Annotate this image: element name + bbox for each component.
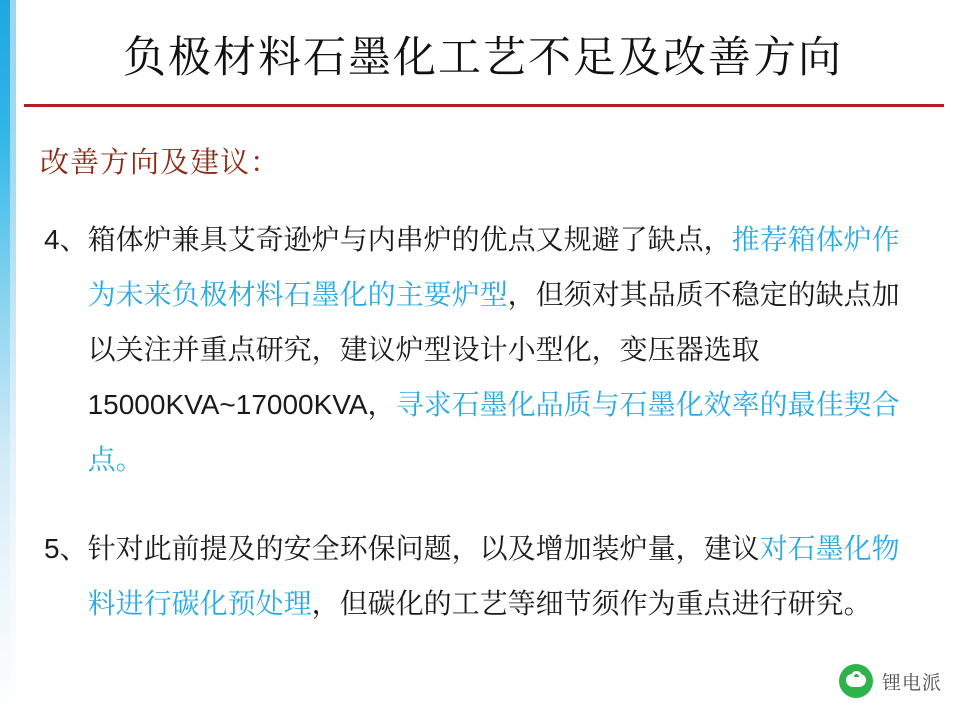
list-item-marker: 4、 [44,224,88,255]
list-item-text [88,521,924,631]
text-run: ，但碳化的工艺等细节须作为重点进行研究。 [311,588,872,619]
list-item-marker: 5、 [44,533,88,564]
list-item [44,521,924,631]
text-run-highlight: 推荐箱体炉作为未来负极材料石墨化的主要炉型 [87,224,900,310]
body-content [44,212,924,631]
text-run-highlight: 对石墨化物料进行碳化预处理 [87,533,900,619]
decorative-left-gradient-bar [0,0,16,720]
title-underline-rule [24,104,944,107]
list-item-text [88,212,924,487]
section-subtitle: 改善方向及建议： [40,147,281,179]
watermark-label: 锂电派 [881,672,942,694]
text-run: 针对此前提及的安全环保问题，以及增加装炉量，建议 [87,533,760,564]
text-run: ，但须对其品质不稳定的缺点加以关注并重点研究，建议炉型设计小型化，变压器选取15000KVA~17000KVA， [87,279,900,420]
text-run: 箱体炉兼具艾奇逊炉与内串炉的优点又规避了缺点， [87,224,732,255]
wechat-account-logo-icon [839,664,873,698]
decorative-left-bar-highlight [10,0,16,720]
page-title: 负极材料石墨化工艺不足及改善方向 [123,34,843,82]
text-run-highlight: 寻求石墨化品质与石墨化效率的最佳契合点。 [87,389,900,475]
watermark [839,664,942,698]
list-item [44,212,924,487]
slide-title-container [28,34,938,83]
